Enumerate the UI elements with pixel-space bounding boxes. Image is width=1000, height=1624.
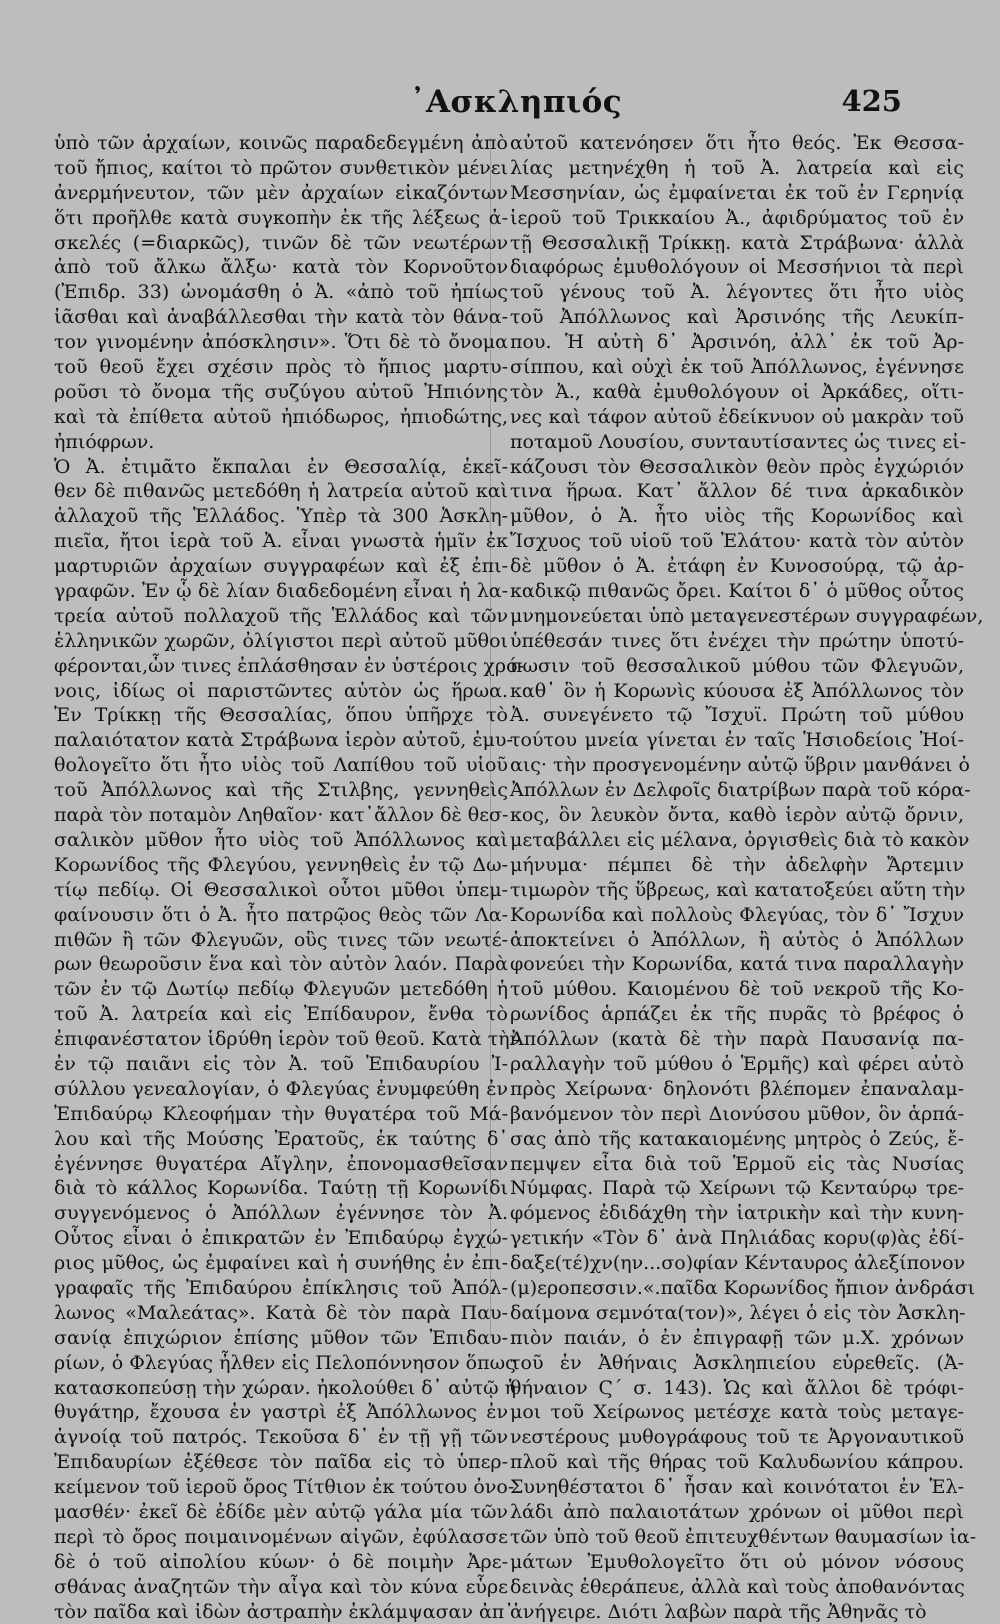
text-line: παρὰ τὸν ποταμὸν Ληθαῖον· κατ᾽ἄλλον δὲ θεσ-	[54, 804, 509, 827]
text-line: πιθῶν ἢ τῶν Φλεγυῶν, οὓς τινες τῶν νεωτέ-	[54, 928, 508, 951]
text-line: τοῦ ἤπιος, καίτοι τὸ πρῶτον συνθετικὸν μένει	[54, 156, 508, 179]
right-text-column	[510, 131, 984, 1623]
text-line: πρὸς Χείρωνα· δηλονότι βλέπομεν ἐπαναλαμ-	[510, 1077, 964, 1100]
text-line: καὶ τὰ ἐπίθετα αὐτοῦ ἠπιόδωρος, ἠπιοδώτης,	[54, 405, 508, 428]
text-line: σαλικὸν μῦθον ἦτο υἱὸς τοῦ Ἀπόλλωνος καὶ	[54, 828, 508, 851]
text-line: Μεσσηνίαν, ὡς ἐμφαίνεται ἐκ τοῦ ἐν Γερηνίᾳ	[510, 181, 964, 204]
text-line: Κορωνίδα καὶ πολλοὺς Φλεγύας, τὸν δ᾽ Ἴσχυν	[510, 903, 964, 926]
text-line: φέρονται,ὧν τινες ἐπλάσθησαν ἐν ὑστέροις χρό-	[54, 654, 524, 677]
text-line: Ἐπιδαυρίων ἐξέθεσε τὸν παῖδα εἰς τὸ ὑπερ-	[54, 1451, 508, 1474]
text-line: κος, ὃν λευκὸν ὄντα, καθὸ ἱερὸν αὐτῷ ὄρνιν,	[510, 804, 964, 827]
text-line: μῦθον, ὁ Ἀ. ἦτο υἱὸς τῆς Κορωνίδος καὶ	[510, 505, 964, 528]
text-line: δαίμονα σεμνότα(τον)», λέγει ὁ εἰς τὸν Ἀσκλη-	[510, 1301, 966, 1324]
text-line: ἠπιόφρων.	[54, 430, 155, 453]
text-line: που. Ἡ αὐτὴ δ᾽ Ἀρσινόη, ἀλλ᾽ ἐκ τοῦ Ἀρ-	[510, 331, 964, 354]
text-line: μασθέν· ἐκεῖ δὲ ἐδίδε μὲν αὐτῷ γάλα μία τῶν	[54, 1500, 508, 1523]
text-line: Ἐπιδαύρῳ Κλεοφήμαν τὴν θυγατέρα τοῦ Μά-	[54, 1102, 508, 1125]
text-line: κάζουσι τὸν Θεσσαλικὸν θεὸν πρὸς ἐγχώριόν	[510, 455, 964, 478]
text-line: θήναιον Ϛ΄ σ. 143). Ὡς καὶ ἄλλοι δὲ τρόφι-	[510, 1376, 964, 1399]
text-line: πιεῖα, ἤτοι ἱερὰ τοῦ Ἀ. εἶναι γνωστὰ ἡμῖν ἐκ	[54, 530, 508, 553]
text-line: ἀποκτείνει ὁ Ἀπόλλων, ἢ αὐτὸς ὁ Ἀπόλλων	[510, 928, 964, 951]
text-line: τοῦ Ἀπόλλωνος καὶ τῆς Στιλβης, γεννηθεὶς	[54, 779, 508, 802]
text-line: Ἐν Τρίκκῃ τῆς Θεσσαλίας, ὅπου ὑπῆρχε τὸ	[54, 704, 508, 727]
text-line: τιμωρὸν τῆς ὕβρεως, καὶ κατατοξεύει αὕτη τὴν	[510, 878, 966, 901]
text-line: συγγενόμενος ὁ Ἀπόλλων ἐγέννησε τὸν Ἀ.	[54, 1202, 508, 1225]
text-line: ἀλλαχοῦ τῆς Ἑλλάδος. Ὑπὲρ τὰ 300 Ἀσκλη-	[54, 505, 508, 528]
text-line: σίππου, καὶ οὐχὶ ἐκ τοῦ Ἀπόλλωνος, ἐγέννησε	[510, 356, 964, 379]
text-line: ἀνερμήνευτον, τῶν μὲν ἀρχαίων εἰκαζόντων	[54, 181, 508, 204]
page-number: 425	[841, 84, 902, 118]
text-line: τοῦ Ἀ. λατρεία καὶ εἰς Ἐπίδαυρον, ἔνθα τὸ	[54, 1003, 508, 1026]
text-line: δὲ μῦθον ὁ Ἀ. ἐτάφη ἐν Κυνοσούρᾳ, τῷ ἀρ-	[510, 555, 964, 578]
text-line: τοῦ Ἀπόλλωνος καὶ Ἀρσινόης τῆς Λευκίπ-	[510, 306, 964, 329]
text-line: τον γινομένην ἀπόσκλησιν». Ὅτι δὲ τὸ ὄνομα	[54, 331, 508, 354]
text-line: λου καὶ τῆς Μούσης Ἐρατοῦς, ἐκ ταύτης δ᾽	[54, 1127, 508, 1150]
text-line: ἑλληνικῶν χωρῶν, ὀλίγιστοι περὶ αὐτοῦ μῦθοι	[54, 629, 508, 652]
text-line: φόμενος ἐδιδάχθη τὴν ἰατρικὴν καὶ τὴν κυνη-	[510, 1202, 964, 1225]
text-line: ἰᾶσθαι καὶ ἀναβάλλεσθαι τὴν κατὰ τὸν θάνα-	[54, 306, 508, 329]
text-line: τούτου μνεία γίνεται ἐν ταῖς Ἡσιοδείοις Ἠοί-	[510, 729, 964, 752]
text-line: σύλλου γενεαλογίαν, ὁ Φλεγύας ἐνυμφεύθη ἐν	[54, 1077, 508, 1100]
text-line: Οὗτος εἶναι ὁ ἐπικρατῶν ἐν Ἐπιδαύρῳ ἐγχώ-	[54, 1227, 508, 1250]
text-line: ρίων, ὁ Φλεγύας ἦλθεν εἰς Πελοπόννησον ὅπως	[54, 1351, 516, 1374]
text-line: σκελές (=διαρκῶς), τινῶν δὲ τῶν νεωτέρων	[54, 231, 508, 254]
text-line: Ἴσχυος τοῦ υἱοῦ τοῦ Ἐλάτου· κατὰ τὸν αὐτὸν	[510, 530, 964, 553]
text-line: λάδι ἀπὸ παλαιοτάτων χρόνων οἱ μῦθοι περὶ	[510, 1500, 964, 1523]
text-line: δεινὰς ἐθεράπευε, ἀλλὰ καὶ τοὺς ἀποθανόντας	[510, 1575, 965, 1598]
page-header	[0, 70, 1000, 130]
text-line: μάτων Ἐμυθολογεῖτο ὅτι οὐ μόνον νόσους	[510, 1550, 964, 1573]
text-line: βανόμενον τὸν περὶ Διονύσου μῦθον, ὃν ἁρπά-	[510, 1102, 964, 1125]
text-line: μεταβάλλει εἰς μέλανα, ὀργισθεὶς διὰ τὸ κακὸν	[510, 828, 970, 851]
text-line: θολογεῖτο ὅτι ἦτο υἱὸς τοῦ Λαπίθου τοῦ υἱοῦ	[54, 754, 508, 777]
text-line: κείμενον τοῦ ἱεροῦ ὄρος Τίτθιον ἐκ τούτου ὀνο-	[54, 1476, 515, 1499]
text-line: γραφῶν. Ἐν ᾧ δὲ λίαν διαδεδομένη εἶναι ἡ λα-	[54, 580, 508, 603]
text-line: Ἀ. συνεγένετο τῷ Ἴσχυϊ. Πρώτη τοῦ μύθου	[510, 704, 964, 727]
text-line: ποταμοῦ Λουσίου, συνταυτίσαντες ὡς τινες εἰ-	[510, 430, 967, 453]
text-line: ἐγέννησε θυγατέρα Αἴγλην, ἐπονομασθεῖσαν	[54, 1152, 508, 1175]
text-line: Ἀπόλλων ἐν Δελφοῖς διατρίβων παρὰ τοῦ κόρα-	[510, 779, 971, 802]
running-title: ᾿Ασκληπιός	[410, 84, 623, 120]
text-line: πεμψεν εἶτα διὰ τοῦ Ἑρμοῦ εἰς τὰς Νυσίας	[510, 1152, 964, 1175]
text-line: τῇ Θεσσαλικῇ Τρίκκῃ. κατὰ Στράβωνα· ἀλλὰ	[510, 231, 964, 254]
text-line: μοι τοῦ Χείρωνος μετέσχε κατὰ τοὺς μεταγε-	[510, 1401, 964, 1424]
text-line: ροῦσι τὸ ὄνομα τῆς συζύγου αὐτοῦ Ἠπιόνης	[54, 380, 508, 403]
text-line: φαίνουσιν ὅτι ὁ Ἀ. ἦτο πατρῷος θεὸς τῶν Λα-	[54, 903, 508, 926]
text-line: πλοῦ καὶ τῆς θήρας τοῦ Καλυδωνίου κάπρου.	[510, 1451, 964, 1474]
text-line: καδικῷ πιθανῶς ὄρει. Καίτοι δ᾽ ὁ μῦθος οὗτος	[510, 580, 964, 603]
text-line: νεστέρους μυθογράφους τοῦ τε Ἀργοναυτικοῦ	[510, 1426, 964, 1449]
text-line: λωνος «Μαλεάτας». Κατὰ δὲ τὸν παρὰ Παυ-	[54, 1301, 508, 1324]
text-line: (Ἐπιδρ. 33) ὠνομάσθη ὁ Ἀ. «ἀπὸ τοῦ ἠπίως	[54, 281, 508, 304]
text-line: καθ᾽ ὃν ἡ Κορωνὶς κύουσα ἐξ Ἀπόλλωνος τὸν	[510, 679, 964, 702]
text-line: τοῦ γένους τοῦ Ἀ. λέγοντες ὅτι ἦτο υἱὸς	[510, 281, 964, 304]
text-line: ἐπιφανέστατον ἱδρύθη ἱερὸν τοῦ θεοῦ. Κατὰ τὴν	[54, 1028, 522, 1051]
text-line: τῶν ὑπὸ τοῦ θεοῦ ἐπιτευχθέντων θαυμασίων ἰα-	[510, 1525, 977, 1548]
text-line: ἐν τῷ παιᾶνι εἰς τὸν Ἀ. τοῦ Ἐπιδαυρίου Ἰ-	[54, 1052, 508, 1075]
text-line: (μ)εροπεσσιν.«.παῖδα Κορωνίδος ἤπιον ἀνδράσι	[510, 1276, 976, 1299]
text-line: περὶ τὸ ὄρος ποιμαινομένων αἰγῶν, ἐφύλασσε	[54, 1525, 508, 1548]
text-line: μαρτυριῶν ἀρχαίων συγγραφέων καὶ ἐξ ἐπι-	[54, 555, 508, 578]
text-line: τῶν ἐν τῷ Δωτίῳ πεδίῳ Φλεγυῶν μετεδόθη ἡ	[54, 978, 508, 1001]
text-line: κατασκοπεύσῃ τὴν χώραν. ἠκολούθει δ᾽ αὐτῷ ἡ	[54, 1376, 517, 1399]
text-line: ἀπὸ τοῦ ἄλκω ἄλξω· κατὰ τὸν Κορνοῦτον	[54, 256, 508, 279]
text-line: ὑπὸ τῶν ἀρχαίων, κοινῶς παραδεδεγμένη ἀπὸ	[54, 132, 508, 154]
text-line: τινα ἥρωα. Κατ᾽ ἄλλον δέ τινα ἀρκαδικὸν	[510, 480, 964, 503]
text-line: Ἀπόλλων (κατὰ δὲ τὴν παρὰ Παυσανίᾳ πα-	[510, 1028, 964, 1051]
left-text-column	[54, 131, 524, 1623]
text-line: πωσιν τοῦ θεσσαλικοῦ μύθου τῶν Φλεγυῶν,	[510, 654, 964, 677]
text-line: παλαιότατον κατὰ Στράβωνα ἱερὸν αὐτοῦ, ἐμυ-	[54, 729, 513, 752]
text-line: θεν δὲ πιθανῶς μετεδόθη ἡ λατρεία αὐτοῦ καὶ	[54, 480, 508, 503]
text-line: ὅτι προῆλθε κατὰ συγκοπὴν ἐκ τῆς λέξεως ἀ-	[54, 206, 508, 229]
text-line: διὰ τὸ κάλλος Κορωνίδα. Ταύτῃ τῇ Κορωνίδι	[54, 1177, 508, 1200]
text-line: νοις, ἰδίως οἱ παριστῶντες αὐτὸν ὡς ἥρωα.	[54, 679, 508, 702]
text-line: τρεία αὐτοῦ πολλαχοῦ τῆς Ἑλλάδος καὶ τῶν	[54, 604, 508, 627]
text-line: τὸν Ἀ., καθὰ ἐμυθολόγουν οἱ Ἀρκάδες, οἵτι-	[510, 380, 964, 403]
text-line: γετικήν «Τὸν δ᾽ ἀνὰ Πηλιάδας κορυ(φ)ὰς ἐδί-	[510, 1227, 964, 1250]
text-line: διαφόρως ἐμυθολόγουν οἱ Μεσσήνιοι τὰ περὶ	[510, 256, 964, 279]
text-line: τοῦ θεοῦ ἔχει σχέσιν πρὸς τὸ ἤπιος μαρτυ-	[54, 356, 508, 379]
text-line: τοῦ μύθου. Καιομένου δὲ τοῦ νεκροῦ τῆς Κο-	[510, 978, 964, 1001]
text-line: ἱεροῦ τοῦ Τρικκαίου Ἀ., ἀφιδρύματος τοῦ ἐν	[510, 206, 964, 229]
text-line: Νύμφας. Παρὰ τῷ Χείρωνι τῷ Κενταύρῳ τρε-	[510, 1177, 964, 1200]
text-line: θυγάτηρ, ἔχουσα ἐν γαστρὶ ἐξ Ἀπόλλωνος ἐν	[54, 1401, 508, 1424]
text-line: γραφαῖς τῆς Ἐπιδαύρου ἐπίκλησις τοῦ Ἀπόλ-	[54, 1276, 508, 1299]
text-line: σας ἀπὸ τῆς κατακαιομένης μητρὸς ὁ Ζεύς, ἔ-	[510, 1127, 964, 1150]
text-line: τοῦ ἐν Ἀθήναις Ἀσκληπιείου εὑρεθεῖς. (Ἀ-	[510, 1351, 964, 1374]
text-line: σθάνας ἀναζητῶν τὴν αἶγα καὶ τὸν κύνα εὗρε	[54, 1575, 508, 1598]
text-line: φονεύει τὴν Κορωνίδα, κατά τινα παραλλαγὴν	[510, 953, 964, 976]
text-line: τὸν παῖδα καὶ ἰδὼν ἀστραπὴν ἐκλάμψασαν ἀπ᾽	[54, 1600, 514, 1623]
text-line: τίῳ πεδίῳ. Οἱ Θεσσαλικοὶ οὗτοι μῦθοι ὑπεμ-	[54, 878, 508, 901]
text-line: πιὸν παιάν, ὁ ἐν ἐπιγραφῇ τῶν μ.Χ. χρόνων	[510, 1326, 964, 1349]
text-line: μνημονεύεται ὑπὸ μεταγενεστέρων συγγραφέων,	[510, 604, 984, 627]
text-line: ρων θεωροῦσιν ἕνα καὶ τὸν αὐτὸν λαόν. Παρὰ	[54, 953, 508, 976]
text-line: Ὁ Ἀ. ἐτιμᾶτο ἔκπαλαι ἐν Θεσσαλίᾳ, ἐκεῖ-	[54, 455, 508, 478]
text-line: αις· τὴν προσγενομένην αὐτῷ ὕβριν μανθάνει ὁ	[510, 754, 970, 777]
text-line: Κορωνίδος τῆς Φλεγύου, γεννηθεὶς ἐν τῷ Δω-	[54, 853, 508, 876]
text-line: ὑπέθεσάν τινες ὅτι ἐνέχει τὴν πρώτην ὑποτύ-	[510, 629, 964, 652]
text-line: δὲ ὁ τοῦ αἰπολίου κύων· ὁ δὲ ποιμὴν Ἀρε-	[54, 1550, 508, 1573]
text-line: μήνυμα· πέμπει δὲ τὴν ἀδελφὴν Ἄρτεμιν	[510, 853, 964, 876]
text-line: ἀνήγειρε. Διότι λαβὼν παρὰ τῆς Ἀθηνᾶς τὸ	[510, 1600, 927, 1623]
text-line: δαξε(τέ)χν(ην...σο)φίαν Κένταυρος ἀλεξίπονον	[510, 1252, 966, 1275]
text-line: νες καὶ τάφον αὐτοῦ ἐδείκνυον οὐ μακρὰν τοῦ	[510, 405, 964, 428]
text-line: ἀγνοίᾳ τοῦ πατρός. Τεκοῦσα δ᾽ ἐν τῇ γῇ τῶν	[54, 1426, 508, 1449]
text-line: Συνηθέστατοι δ᾽ ἦσαν καὶ κοινότατοι ἐν Ἑλ-	[510, 1476, 964, 1499]
text-line: ρωνίδος ἁρπάζει ἐκ τῆς πυρᾶς τὸ βρέφος ὁ	[510, 1003, 964, 1026]
text-line: λίας μετηνέχθη ἡ τοῦ Ἀ. λατρεία καὶ εἰς	[510, 156, 964, 179]
text-line: σανίᾳ ἐπιχώριον ἐπίσης μῦθον τῶν Ἐπιδαυ-	[54, 1326, 508, 1349]
text-line: ραλλαγὴν τοῦ μύθου ὁ Ἑρμῆς) καὶ φέρει αὐτὸ	[510, 1052, 964, 1075]
text-line: αὐτοῦ κατενόησεν ὅτι ἦτο θεός. Ἐκ Θεσσα-	[510, 132, 964, 154]
text-line: ριος μῦθος, ὡς ἐμφαίνει καὶ ἡ συνήθης ἐν ἐπι-	[54, 1252, 508, 1275]
